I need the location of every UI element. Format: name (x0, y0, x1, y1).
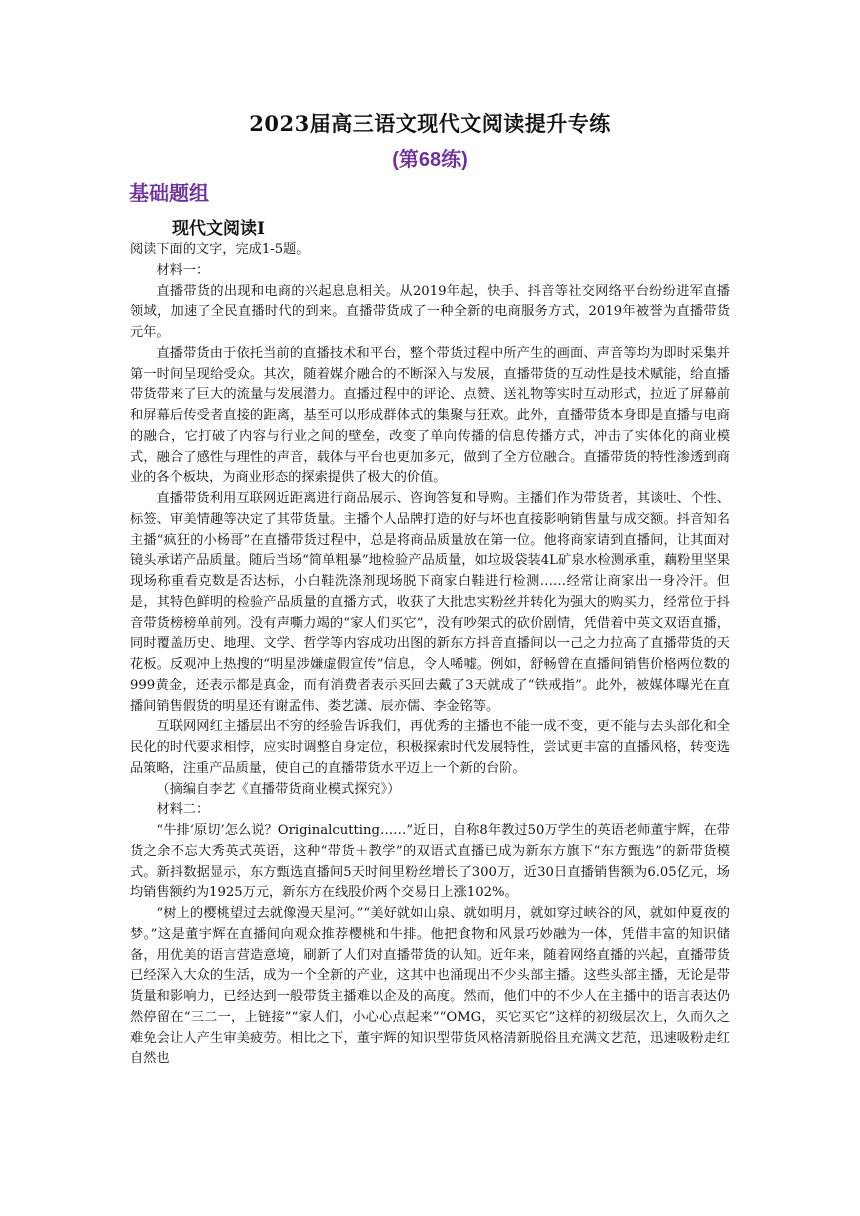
source-citation: （摘编自李艺《直播带货商业模式探究》） (156, 781, 401, 797)
page-subtitle: (第68练) (392, 149, 468, 171)
material-2-label: 材料二： (156, 802, 210, 818)
paragraph: “牛排‘原切’怎么说？Originalcutting……”近日，自称8年教过50万学生的英语老师董宇辉，在带货之余不忘大秀英式英语，这种“带货＋教学”的双语式直播已成为新东方旗下“东方甄选”的新带货模式。新抖数据显示，东方甄选直播间5天时间里粉丝增长了300万，近30日直播销售额为6.05亿元，场均销售额约为1925万元，新东方在线股价两个交易日上涨102%。 (130, 823, 730, 901)
material-1-label: 材料一： (156, 262, 210, 278)
paragraph: 直播带货的出现和电商的兴起息息相关。从2019年起，快手、抖音等社交网络平台纷纷进军直播领域，加速了全民直播时代的到来。直播带货成了一种全新的电商服务方式，2019年被誉为直播带货元年。 (130, 283, 730, 340)
paragraph: “树上的樱桃望过去就像漫天星河。”“美好就如山泉、就如明月，就如穿过峡谷的风，就如仲夏夜的梦。”这是董宇辉在直播间向观众推荐樱桃和牛排。他把食物和风景巧妙融为一体，凭借丰富的知识储备，用优美的语言营造意境，刷新了人们对直播带货的认知。近年来，随着网络直播的兴起，直播带货已经深入大众的生活，成为一个全新的产业，这其中也涌现出不少头部主播。这些头部主播，无论是带货量和影响力，已经达到一般带货主播难以企及的高度。然而，他们中的不少人在主播中的语言表达仍然停留在“三二一，上链接”“家人们，小心心点起来”“OMG，买它买它”这样的初级层次上，久而久之难免会让人产生审美疲劳。相比之下，董宇辉的知识型带货风格清新脱俗且充满文艺范，迅速吸粉走红自然也 (130, 906, 730, 1067)
paragraph: 互联网网红主播层出不穷的经验告诉我们，再优秀的主播也不能一成不变，更不能与去头部化和全民化的时代要求相悖，应实时调整自身定位，积极探索时代发展特性，尝试更丰富的直播风格，转变选品策略，注重产品质量，使自己的直播带货水平迈上一个新的台阶。 (130, 719, 730, 776)
subsection-heading: 现代文阅读Ⅰ (172, 219, 265, 239)
reading-passage (130, 240, 730, 1070)
instruction-text: 阅读下面的文字，完成1-5题。 (130, 242, 310, 257)
paragraph: 直播带货由于依托当前的直播技术和平台，整个带货过程中所产生的画面、声音等均为即时采集并第一时间呈现给受众。其次，随着媒介融合的不断深入与发展，直播带货的互动性是技术赋能，给直播带货带来了巨大的流量与发展潜力。直播过程中的评论、点赞、送礼物等实时互动形式，拉近了屏幕前和屏幕后传受者直接的距离，基至可以形成群体式的集聚与狂欢。此外，直播带货本身即是直播与电商的融合，它打破了内容与行业之间的壁垒，改变了单向传播的信息传播方式，冲击了实体化的商业模式，融合了感性与理性的声音，载体与平台也更加多元，做到了全方位融合。直播带货的特性渗透到商业的各个板块，为商业形态的探索提供了极大的价值。 (130, 345, 730, 486)
page-title: 2023届高三语文现代文阅读提升专练 (249, 111, 611, 136)
section-heading: 基础题组 (129, 183, 209, 205)
paragraph: 直播带货利用互联网近距离进行商品展示、咨询答复和导购。主播们作为带货者，其谈吐、个性、标签、审美情趣等决定了其带货量。主播个人品牌打造的好与坏也直接影响销售量与成交额。抖音知名主播“疯狂的小杨哥”在直播带货过程中，总是将商品质量放在第一位。他将商家请到直播间，让其面对镜头承诺产品质量。随后当场“简单粗暴”地检验产品质量，如垃圾袋装4L矿泉水检测承重，藕粉里坚果现场称重看克数是否达标，小白鞋洗涤剂现场脱下商家白鞋进行检测……经常让商家出一身冷汗。但是，其特色鲜明的检验产品质量的直播方式，收获了大批忠实粉丝并转化为强大的购买力，经常位于抖音带货榜榜单前列。没有声嘶力竭的“家人们买它”，没有吵架式的砍价剧情，凭借着中英文双语直播，同时覆盖历史、地理、文学、哲学等内容成功出图的新东方抖音直播间以一己之力拉高了直播带货的天花板。反观冲上热搜的“明星涉嫌虚假宣传”信息，令人唏嘘。例如，舒畅曾在直播间销售价格两位数的999黄金，还表示都是真金，而有消费者表示买回去戴了3天就成了“铁戒指”。此外，被媒体曝光在直播间销售假货的明星还有谢孟伟、娄艺潇、辰亦儒、李金铭等。 (130, 491, 730, 714)
